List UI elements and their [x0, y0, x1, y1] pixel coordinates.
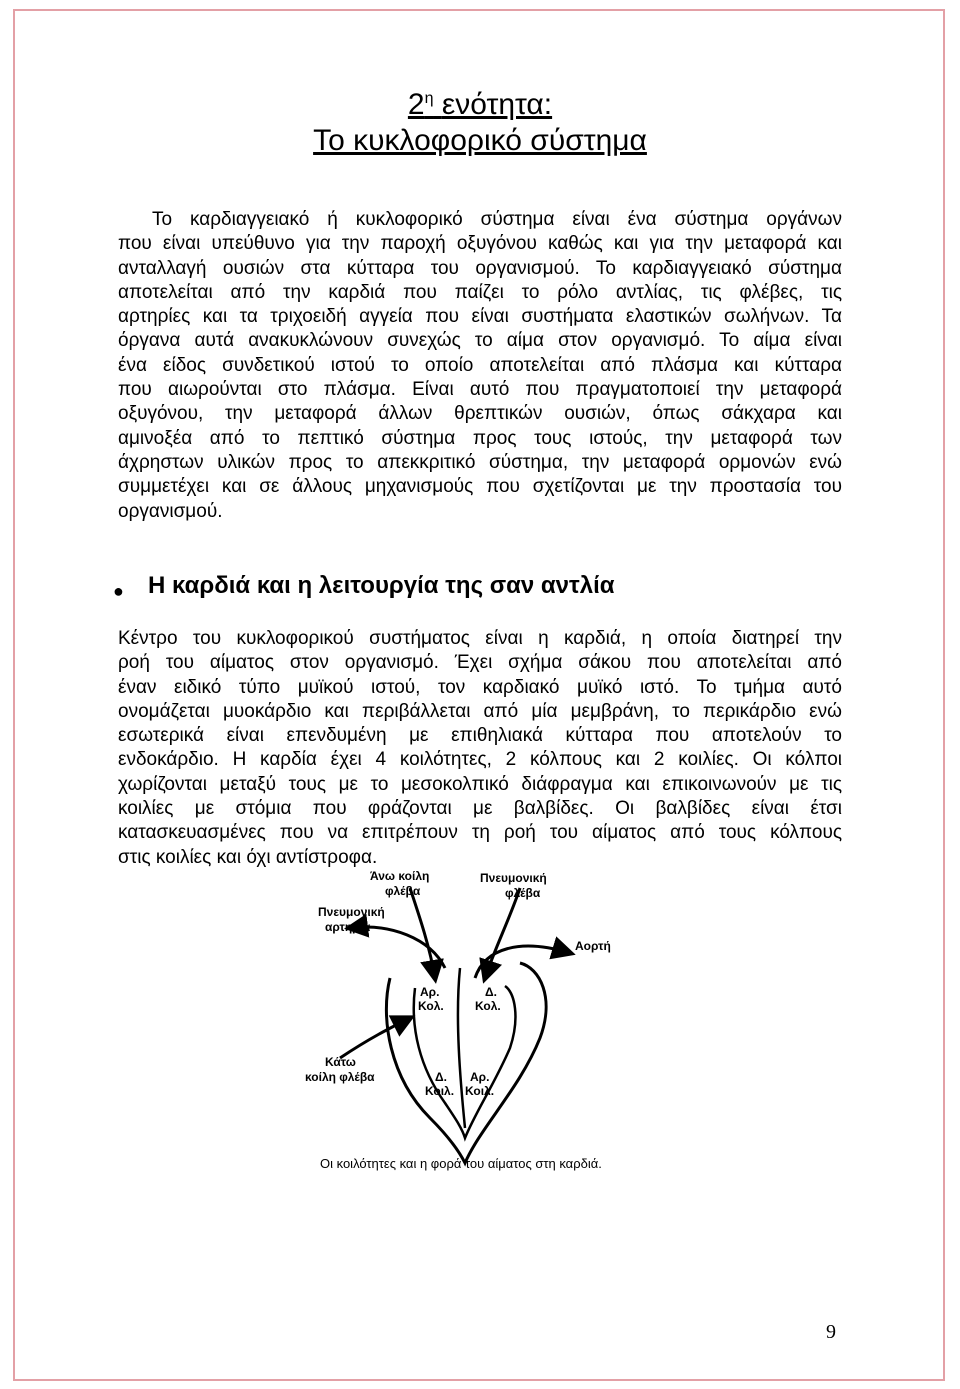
septum [458, 968, 465, 1128]
lower-vena-cava [340, 1018, 410, 1058]
subsection-heading: Η καρδιά και η λειτουργία της σαν αντλία [148, 572, 615, 599]
upper-vena-cava [410, 888, 435, 978]
svg-text:Κοιλ.: Κοιλ. [465, 1084, 495, 1098]
text-line: έναν ειδικό τύπο μυϊκού ιστού, τον καρδιακό μυϊκό ιστό. Το τμήμα αυτό [118, 676, 842, 698]
svg-text:κοίλη φλέβα: κοίλη φλέβα [305, 1070, 375, 1084]
svg-text:φλέβα: φλέβα [505, 886, 541, 900]
aorta-label: Αορτή [575, 939, 611, 953]
section-number: $2^\eta$ ενότητα: [407, 88, 553, 121]
left-atrium-label: Δ. [485, 985, 497, 999]
heart-paragraph [118, 627, 842, 870]
right-ventricle-label: Δ. [435, 1070, 447, 1084]
text-line: αποτελείται από την καρδιά που παίζει το ρόλο αντλίας, τις φλέβες, τις [118, 281, 842, 303]
text-line: κατασκευασμένες που να επιτρέπουν τη ροή του αίματος από τους κόλπους [118, 822, 842, 844]
text-line: Το καρδιαγγειακό ή κυκλοφορικό σύστημα είναι ένα σύστημα οργάνων [152, 209, 842, 230]
text-line: ονομάζεται μυοκάρδιο και περιβάλλεται από μία μεμβράνη, το περικάρδιο ενώ [118, 700, 842, 722]
svg-text:Κολ.: Κολ. [418, 999, 444, 1013]
text-line: Κέντρο του κυκλοφορικού συστήματος είναι η καρδιά, η οποία διατηρεί την [118, 628, 842, 649]
text-line: ενδοκάρδιο. Η καρδία έχει 4 κοιλότητες, 2 κόλπους και 2 κοιλίες. Οι κόλποι [118, 749, 842, 771]
lower-vena-cava-label: Κάτω [325, 1055, 356, 1069]
heart-diagram [270, 868, 690, 1178]
text-line: όργανα αυτά ανακυκλώνουν συνεχώς το αίμα στον οργανισμό. Το αίμα είναι [118, 330, 842, 352]
text-line: αρτηρίες και τα τριχοειδή αγγεία που είναι συστήματα ελαστικών σωλήνων. Τα [118, 306, 842, 328]
text-line: εσωτερικά είναι επενδυμένη με επιθηλιακά κύτταρα που αποτελούν το [118, 725, 842, 747]
page-number: 9 [826, 1321, 836, 1343]
pulmonary-vein [485, 888, 520, 978]
diagram-caption: Οι κοιλότητες και η φορά του αίματος στη καρδιά. [320, 1156, 602, 1171]
right-atrium-label: Αρ. [420, 985, 440, 999]
text-line: στις κοιλίες και όχι αντίστροφα. [118, 846, 378, 868]
svg-text:αρτηρία: αρτηρία [325, 920, 371, 934]
text-line: συμμετέχει και σε άλλους μηχανισμούς που σχετίζονται με την προστασία του [118, 476, 842, 498]
text-line: που είναι υπεύθυνο για την παροχή οξυγόνου καθώς και για την μεταφορά και [118, 233, 842, 255]
svg-text:φλέβα: φλέβα [385, 884, 421, 898]
text-line: ένα είδος συνδετικού ιστού το οποίο αποτελείται από πλάσμα και κύτταρα [118, 354, 842, 376]
pulmonary-vein-label: Πνευμονική [480, 871, 547, 885]
text-line: οξυγόνου, την μεταφορά άλλων θρεπτικών ουσιών, όπως σάκχαρα και [118, 403, 842, 425]
upper-vena-cava-label: Άνω κοίλη [370, 869, 430, 883]
text-line: χωρίζονται μεταξύ τους με το μεσοκολπικό διάφραγμα και επικοινωνούν με τις [118, 773, 842, 795]
bullet-icon: ● [113, 581, 124, 601]
text-line: οργανισμού. [118, 500, 223, 522]
intro-paragraph [118, 208, 842, 524]
text-line: κοιλίες με στόμια που φράζονται με βαλβίδες. Οι βαλβίδες είναι έτσι [118, 798, 842, 820]
svg-text:Κολ.: Κολ. [475, 999, 501, 1013]
left-ventricle-label: Αρ. [470, 1070, 490, 1084]
text-line: άχρηστων υλικών προς το απεκκριτικό σύστημα, την μεταφορά ορμονών ενώ [118, 451, 842, 473]
svg-text:Κοιλ.: Κοιλ. [425, 1084, 455, 1098]
text-line: που αιωρούνται στο πλάσμα. Είναι αυτό που πραγματοποιεί την μεταφορά [118, 379, 842, 401]
text-line: ανταλλαγή ουσιών στα κύτταρα του οργανισμού. Το καρδιαγγειακό σύστημα [118, 257, 842, 279]
pulmonary-artery-label: Πνευμονική [318, 905, 385, 919]
section-title: Το κυκλοφορικό σύστημα [313, 124, 647, 157]
text-line: ροή του αίματος στον οργανισμό. Έχει σχήμα σάκου που αποτελείται από [118, 652, 842, 674]
text-line: αμινοξέα από το πεπτικό σύστημα προς τους ιστούς, την μεταφορά των [118, 427, 842, 449]
